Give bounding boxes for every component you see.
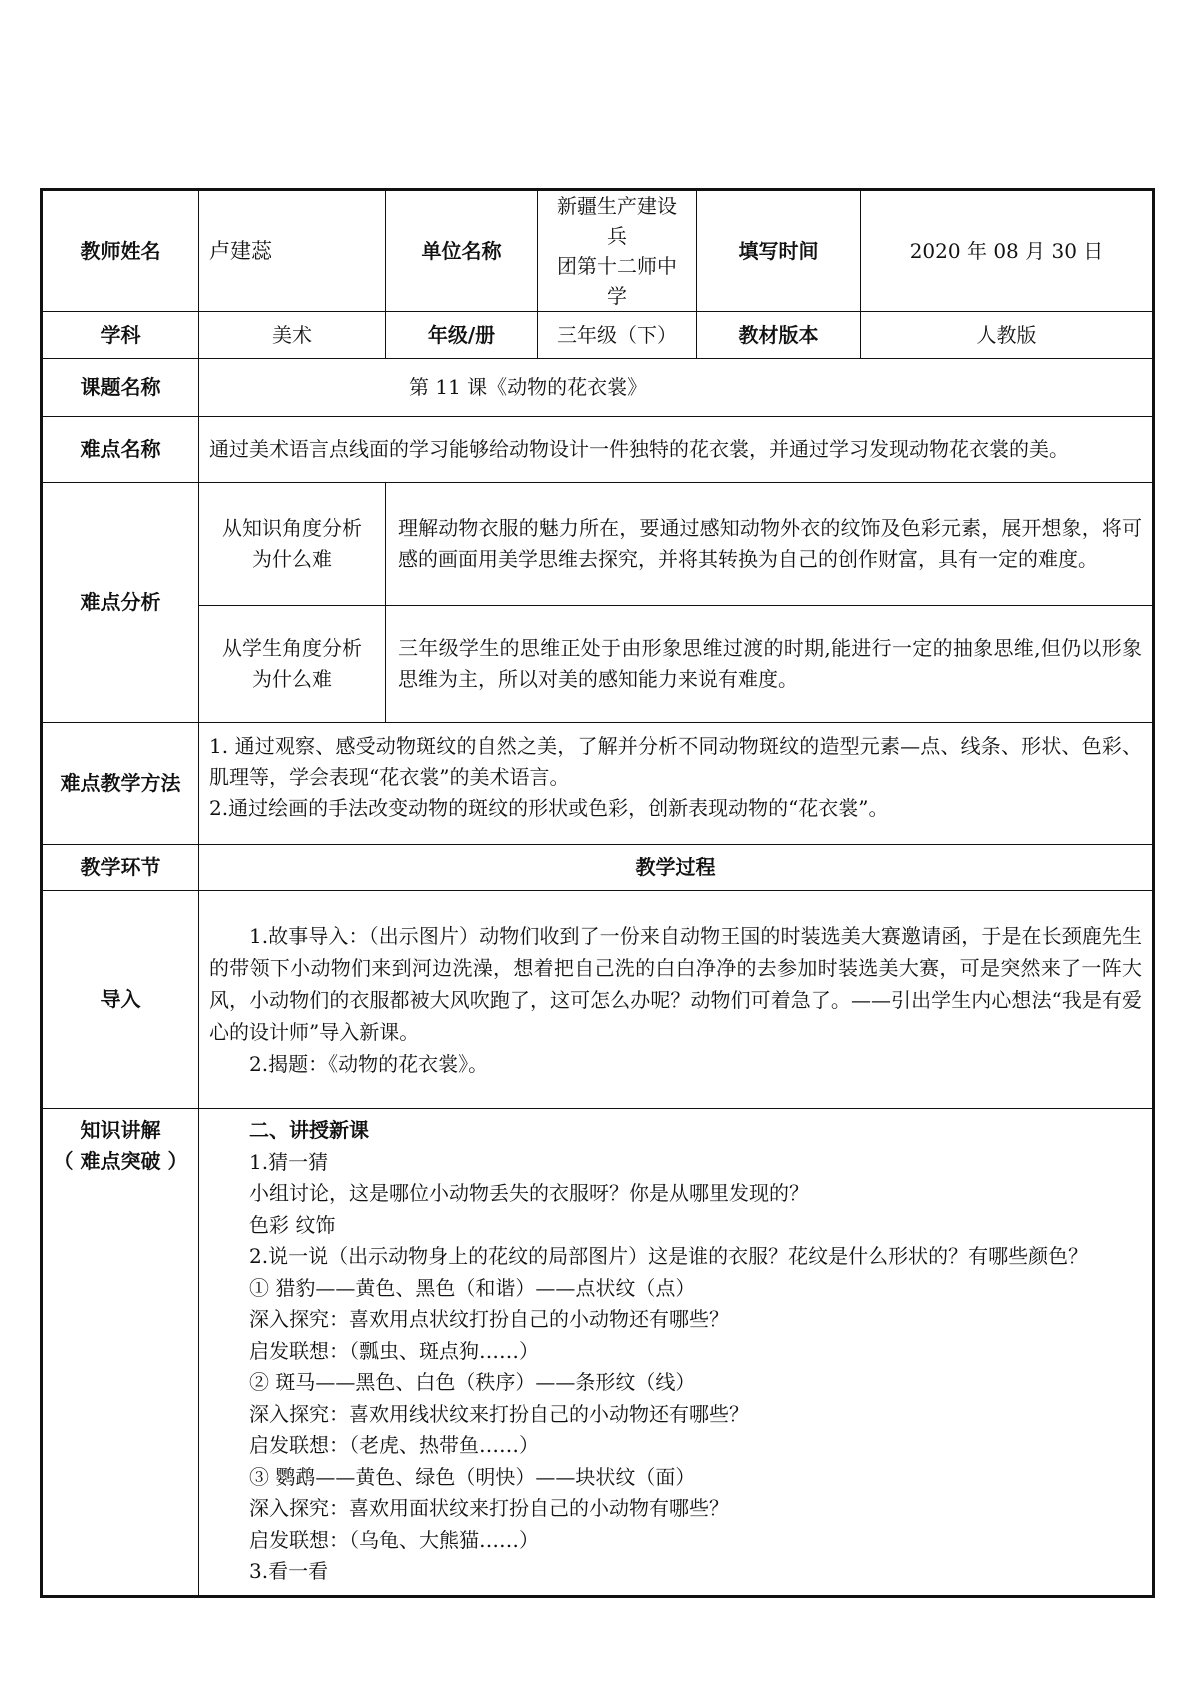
header-row-1: [42, 190, 1154, 312]
knowledge-content: [199, 1109, 1154, 1597]
knowledge-angle-line2: 为什么难: [252, 547, 332, 571]
knowledge-line: 1.猜一猜: [249, 1149, 329, 1174]
unit-value: [538, 190, 697, 312]
method-label: 难点教学方法: [42, 723, 199, 845]
date-label: 填写时间: [697, 190, 861, 312]
knowledge-angle-text: 理解动物衣服的魅力所在，要通过感知动物外衣的纹饰及色彩元素，展开想象，将可感的画面用美学思维去探究，并将其转换为自己的创作财富，具有一定的难度。: [386, 483, 1154, 606]
stage-header: 教学环节: [42, 845, 199, 891]
knowledge-line: ② 斑马——黑色、白色（秩序）——条形纹（线）: [249, 1370, 696, 1394]
knowledge-label-line2: （ 难点突破 ）: [53, 1149, 188, 1173]
grade-value: 三年级（下）: [538, 312, 697, 359]
method-row: [42, 723, 1154, 845]
knowledge-line: 启发联想：（乌龟、大熊猫……）: [249, 1527, 539, 1552]
method-item-2: 2.通过绘画的手法改变动物的斑纹的形状或色彩，创新表现动物的“花衣裳”。: [209, 796, 889, 820]
difficulty-value: 通过美术语言点线面的学习能够给动物设计一件独特的花衣裳，并通过学习发现动物花衣裳的美。: [199, 417, 1154, 483]
edition-label: 教材版本: [697, 312, 861, 359]
knowledge-line: 深入探究：喜欢用线状纹来打扮自己的小动物还有哪些？: [249, 1401, 749, 1426]
subject-value: 美术: [199, 312, 386, 359]
analysis-row-student: [42, 606, 1154, 723]
knowledge-line: 色彩 纹饰: [249, 1212, 336, 1237]
knowledge-line: 启发联想：（瓢虫、斑点狗……）: [249, 1338, 539, 1363]
knowledge-angle-line1: 从知识角度分析: [222, 516, 362, 540]
subject-label: 学科: [42, 312, 199, 359]
analysis-row-knowledge: [42, 483, 1154, 606]
knowledge-line: 3.看一看: [249, 1559, 329, 1583]
topic-value: [199, 359, 1154, 417]
topic-row: [42, 359, 1154, 417]
knowledge-line: 启发联想：（老虎、热带鱼……）: [249, 1433, 539, 1457]
difficulty-label: 难点名称: [42, 417, 199, 483]
knowledge-label: [42, 1109, 199, 1597]
student-angle-text: 三年级学生的思维正处于由形象思维过渡的时期,能进行一定的抽象思维,但仍以形象思维为主，所以对美的感知能力来说有难度。: [386, 606, 1154, 723]
header-row-2: [42, 312, 1154, 359]
analysis-label: 难点分析: [42, 483, 199, 723]
knowledge-line: 小组讨论，这是哪位小动物丢失的衣服呀？你是从哪里发现的？: [249, 1181, 809, 1205]
knowledge-line: 二、讲授新课: [249, 1118, 369, 1142]
knowledge-line: ③ 鹦鹉——黄色、绿色（明快）——块状纹（面）: [249, 1464, 696, 1489]
method-value: [199, 723, 1154, 845]
knowledge-angle-label: [199, 483, 386, 606]
intro-paragraph-2: 2.揭题：《动物的花衣裳》。: [249, 1051, 489, 1076]
student-angle-line1: 从学生角度分析: [222, 636, 362, 660]
unit-value-line2: 团第十二师中学: [557, 254, 677, 308]
grade-label: 年级/册: [386, 312, 538, 359]
difficulty-row: [42, 417, 1154, 483]
knowledge-row: [42, 1109, 1154, 1597]
knowledge-label-line1: 知识讲解: [80, 1118, 161, 1142]
intro-paragraph-1: 1.故事导入：（出示图片）动物们收到了一份来自动物王国的时装选美大赛邀请函，于是在长颈鹿先生的带领下小动物们来到河边洗澡，想着把自己洗的白白净净的去参加时装选美大赛，可是突然来了一阵大风，小动物们的衣服都被大风吹跑了，这可怎么办呢？动物们可着急了。——引出学生内心想法“我是有爱心的设计师”导入新课。: [209, 923, 1142, 1044]
edition-value: 人教版: [861, 312, 1154, 359]
process-header: 教学过程: [199, 845, 1154, 891]
unit-label: 单位名称: [386, 190, 538, 312]
unit-value-line1: 新疆生产建设兵: [557, 194, 677, 248]
student-angle-label: [199, 606, 386, 723]
knowledge-line: 深入探究：喜欢用点状纹打扮自己的小动物还有哪些？: [249, 1307, 729, 1331]
teacher-value: 卢建蕊: [199, 190, 386, 312]
process-header-row: [42, 845, 1154, 891]
topic-title: 第 11 课《动物的花衣裳》: [409, 375, 648, 399]
teacher-label: 教师姓名: [42, 190, 199, 312]
method-item-1: 1. 通过观察、感受动物斑纹的自然之美，了解并分析不同动物斑纹的造型元素—点、线条、形状、色彩、肌理等，学会表现“花衣裳”的美术语言。: [209, 734, 1142, 789]
lesson-plan-table: [40, 188, 1155, 1598]
student-angle-line2: 为什么难: [252, 667, 332, 691]
knowledge-line: ① 猎豹——黄色、黑色（和谐）——点状纹（点）: [249, 1275, 696, 1300]
knowledge-line: 2.说一说（出示动物身上的花纹的局部图片）这是谁的衣服？花纹是什么形状的？有哪些颜色？: [249, 1244, 1089, 1268]
intro-row: [42, 891, 1154, 1109]
intro-label: 导入: [42, 891, 199, 1109]
intro-content: [199, 891, 1154, 1109]
knowledge-line: 深入探究：喜欢用面状纹来打扮自己的小动物有哪些？: [249, 1496, 729, 1520]
topic-label: 课题名称: [42, 359, 199, 417]
date-value: 2020 年 08 月 30 日: [861, 190, 1154, 312]
